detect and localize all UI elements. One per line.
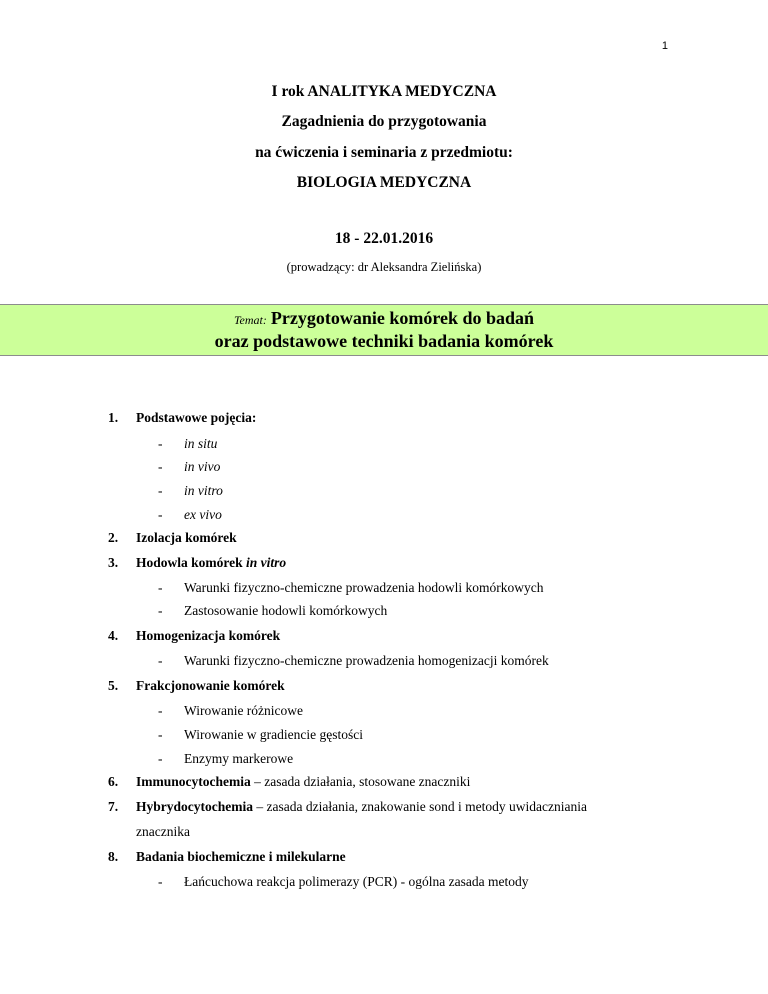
header-subject-line: Zagadnienia do przygotowania bbox=[281, 113, 487, 130]
item-title: Podstawowe pojęcia: bbox=[136, 410, 257, 425]
list-item-7: 7. Hybrydocytochemia – zasada działania, znakowanie sond i metody uwidaczniania bbox=[108, 799, 587, 814]
topic-box bbox=[0, 304, 768, 356]
list-item-6: 6. Immunocytochemia – zasada działania, stosowane znaczniki bbox=[108, 774, 471, 789]
item-number: 1. bbox=[108, 410, 119, 425]
sub-item: - Wirowanie różnicowe bbox=[158, 703, 304, 718]
sub-item: - Enzymy markerowe bbox=[158, 751, 294, 766]
header-date: 18 - 22.01.2016 bbox=[334, 230, 434, 247]
header-year-line: I rok ANALITYKA MEDYCZNA bbox=[271, 83, 497, 100]
list-item-8: 8. Badania biochemiczne i milekularne bbox=[108, 849, 346, 864]
topic-title-2: oraz podstawowe techniki badania komórek bbox=[214, 331, 554, 351]
topic-label: Temat: bbox=[233, 313, 267, 327]
sub-item: - ex vivo bbox=[158, 507, 222, 522]
sub-item: - Wirowanie w gradiencie gęstości bbox=[158, 727, 364, 742]
header-title-line: BIOLOGIA MEDYCZNA bbox=[296, 174, 472, 191]
sub-item: - Łańcuchowa reakcja polimerazy (PCR) - ogólna zasada metody bbox=[158, 874, 529, 889]
sub-item: - in situ bbox=[158, 436, 218, 451]
topic-title-1: Przygotowanie komórek do badań bbox=[270, 308, 535, 328]
sub-item: - Zastosowanie hodowli komórkowych bbox=[158, 603, 388, 618]
list-item-3: 3. Hodowla komórek in vitro bbox=[108, 555, 287, 570]
page-number: 1 bbox=[661, 40, 668, 52]
list-item-5: 5. Frakcjonowanie komórek bbox=[108, 678, 285, 693]
sub-item: - Warunki fizyczno-chemiczne prowadzenia hodowli komórkowych bbox=[158, 580, 544, 595]
list-item-4: 4. Homogenizacja komórek bbox=[108, 628, 281, 643]
header-course-line: na ćwiczenia i seminaria z przedmiotu: bbox=[255, 144, 513, 161]
header-lecturer: (prowadzący: dr Aleksandra Zielińska) bbox=[286, 260, 482, 274]
list-item-2: 2. Izolacja komórek bbox=[108, 530, 237, 545]
topic-line-1 bbox=[0, 308, 768, 329]
list-item-1 bbox=[108, 410, 668, 426]
sub-item: - in vivo bbox=[158, 459, 221, 474]
sub-item: - in vitro bbox=[158, 483, 223, 498]
list-item-7-wrap: znacznika bbox=[136, 824, 190, 839]
sub-item: - Warunki fizyczno-chemiczne prowadzenia homogenizacji komórek bbox=[158, 653, 549, 668]
